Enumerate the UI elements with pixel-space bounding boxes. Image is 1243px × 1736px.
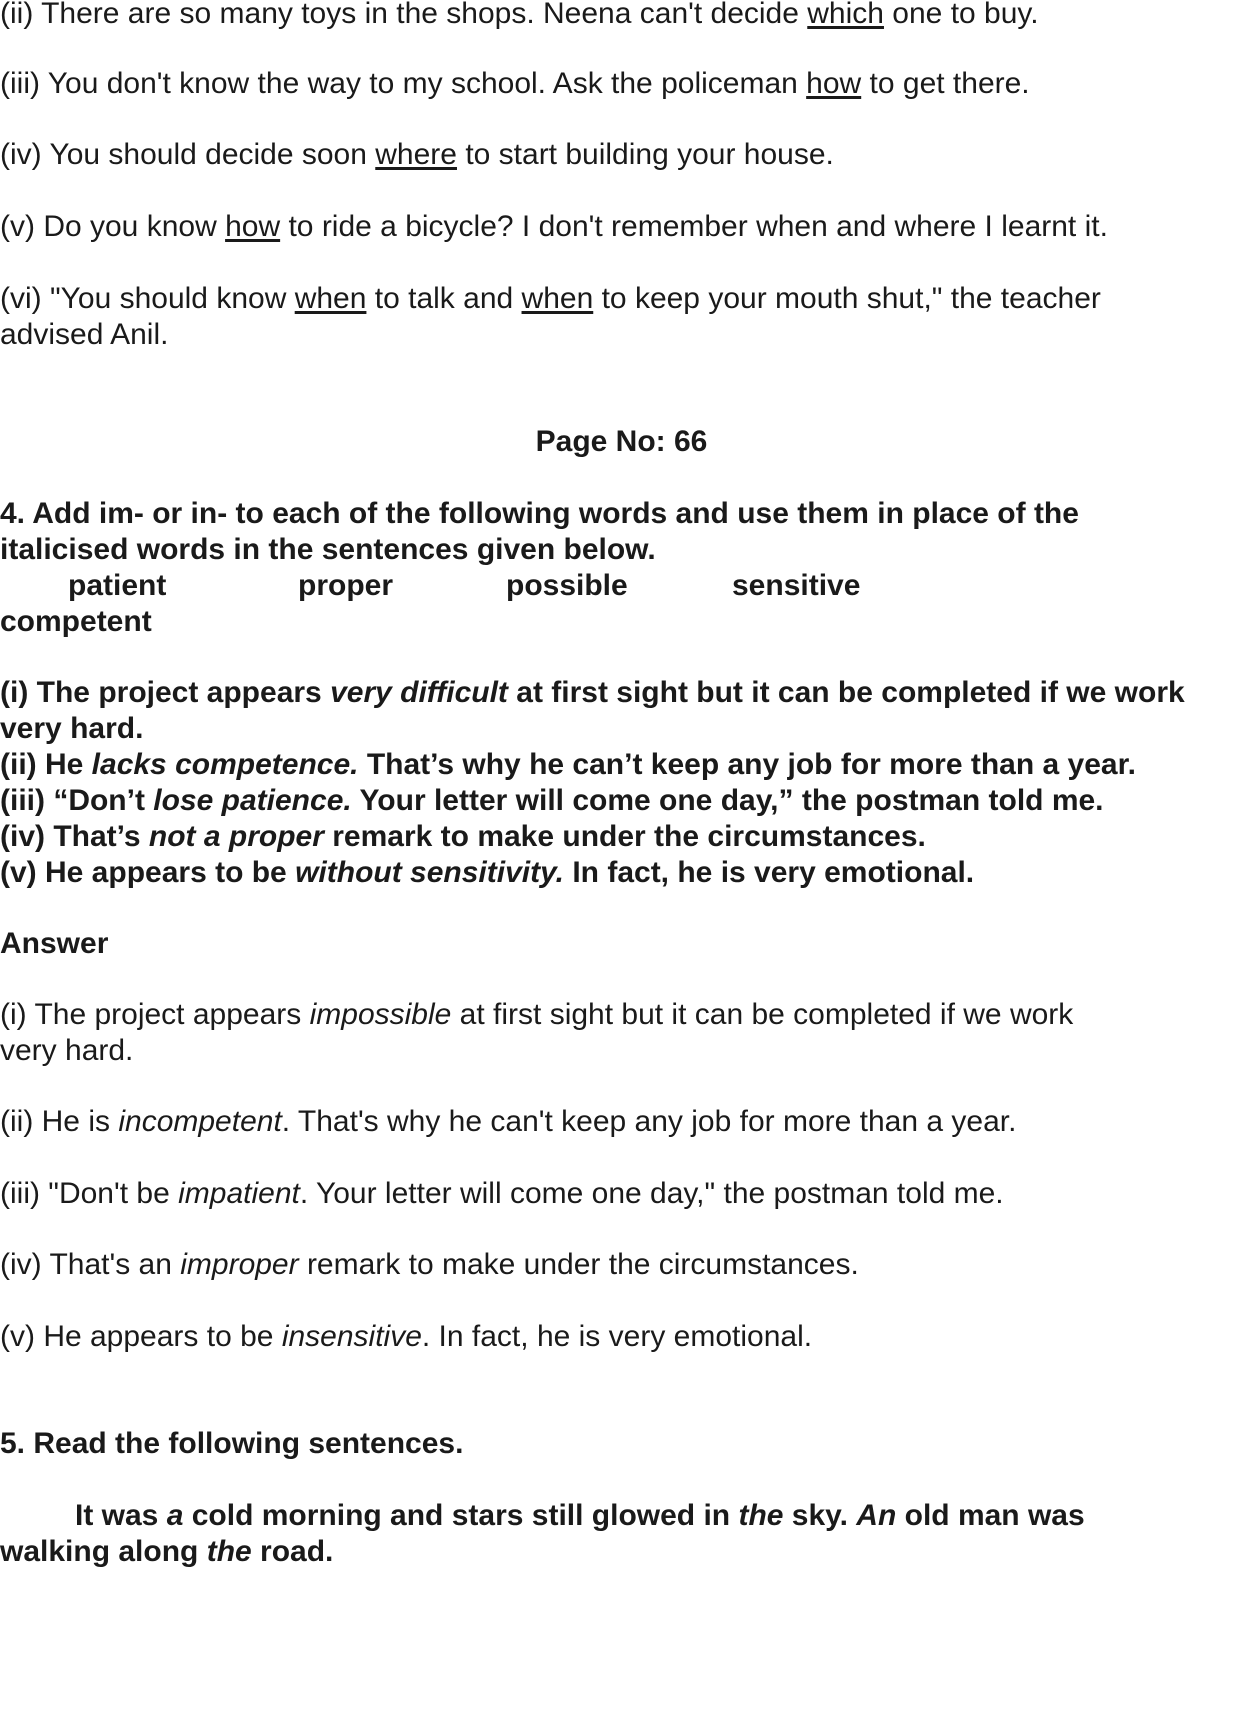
answer-ii	[0, 1102, 1016, 1142]
prev-answer-ii	[0, 0, 1039, 34]
question-5-title: 5. Read the following sentences.	[0, 1427, 464, 1460]
text: (iv) You should decide soon	[0, 138, 376, 171]
underlined-word: when	[521, 282, 594, 315]
article: the	[738, 1499, 784, 1532]
underlined-word: when	[294, 282, 367, 315]
prev-answer-vi-cont: advised Anil.	[0, 318, 169, 351]
italic-word: insensitive	[281, 1320, 422, 1353]
text: (ii) He is	[0, 1105, 119, 1138]
page-number: Page No: 66	[535, 425, 708, 458]
question-4-line2: italicised words in the sentences given below.	[0, 533, 656, 566]
text: (i) The project appears	[0, 998, 310, 1031]
q4-item-ii	[0, 745, 1136, 785]
q4-item-iv	[0, 817, 926, 857]
prev-answer-vi	[0, 279, 1101, 319]
q5-passage-line2	[0, 1532, 333, 1572]
text: remark to make under the circumstances.	[323, 820, 926, 853]
text: In fact, he is very emotional.	[564, 856, 975, 889]
text: at first sight but it can be completed if we work	[507, 676, 1185, 709]
prev-answer-iii	[0, 64, 1030, 104]
answer-iii	[0, 1174, 1004, 1214]
answer-v	[0, 1317, 812, 1357]
text: . That's why he can't keep any job for more than a year.	[281, 1105, 1017, 1138]
text: to ride a bicycle? I don't remember when and where I learnt it.	[280, 210, 1108, 243]
text: old man was	[896, 1499, 1085, 1532]
question-4-line1: 4. Add im- or in- to each of the following words and use them in place of the	[0, 497, 1079, 530]
italic-word: impossible	[309, 998, 452, 1031]
text: road.	[251, 1535, 334, 1568]
underlined-word: how	[806, 67, 862, 100]
word-patient: patient	[68, 569, 167, 602]
underlined-word: where	[375, 138, 457, 171]
italic-phrase: lacks competence.	[91, 748, 359, 781]
text: to keep your mouth shut," the teacher	[593, 282, 1101, 315]
answer-iv	[0, 1245, 859, 1285]
text: to get there.	[861, 67, 1030, 100]
text: . In fact, he is very emotional.	[421, 1320, 813, 1353]
text: That’s why he can’t keep any job for more than a year.	[358, 748, 1136, 781]
text: (ii) There are so many toys in the shops. Neena can't decide	[0, 0, 808, 30]
text: . Your letter will come one day," the postman told me.	[299, 1177, 1004, 1210]
text: (ii) He	[0, 748, 92, 781]
text: Your letter will come one day,” the postman told me.	[351, 784, 1104, 817]
text: (i) The project appears	[0, 676, 331, 709]
prev-answer-v	[0, 207, 1108, 247]
text: one to buy.	[883, 0, 1039, 30]
text: (vi) "You should know	[0, 282, 295, 315]
italic-phrase: not a proper	[148, 820, 324, 853]
word-proper: proper	[298, 569, 394, 602]
text: (iii) "Don't be	[0, 1177, 179, 1210]
q4-item-i-cont: very hard.	[0, 712, 144, 745]
text: (iv) That’s	[0, 820, 149, 853]
text: walking along	[0, 1535, 207, 1568]
italic-phrase: very difficult	[330, 676, 508, 709]
text: (iv) That's an	[0, 1248, 181, 1281]
article: An	[856, 1499, 897, 1532]
article: a	[166, 1499, 184, 1532]
answer-i-cont: very hard.	[0, 1034, 134, 1067]
text: (v) He appears to be	[0, 1320, 282, 1353]
underlined-word: how	[225, 210, 281, 243]
underlined-word: which	[807, 0, 884, 30]
word-sensitive: sensitive	[732, 569, 861, 602]
italic-word: improper	[180, 1248, 299, 1281]
q4-item-i	[0, 673, 1185, 713]
word-competent: competent	[0, 605, 152, 638]
text: remark to make under the circumstances.	[298, 1248, 859, 1281]
text: It was	[75, 1499, 167, 1532]
text: (v) Do you know	[0, 210, 226, 243]
text: at first sight but it can be completed if we work	[451, 998, 1074, 1031]
text: (v) He appears to be	[0, 856, 296, 889]
q4-item-v	[0, 853, 974, 893]
prev-answer-iv	[0, 135, 834, 175]
word-possible: possible	[506, 569, 628, 602]
italic-phrase: without sensitivity.	[295, 856, 564, 889]
italic-phrase: lose patience.	[153, 784, 352, 817]
text: cold morning and stars still glowed in	[183, 1499, 739, 1532]
q5-passage-line1	[75, 1496, 1085, 1536]
answer-i	[0, 995, 1073, 1035]
text: sky.	[783, 1499, 857, 1532]
article: the	[206, 1535, 252, 1568]
text: (iii) You don't know the way to my school. Ask the policeman	[0, 67, 807, 100]
italic-word: incompetent	[118, 1105, 282, 1138]
italic-word: impatient	[178, 1177, 300, 1210]
text: to start building your house.	[456, 138, 834, 171]
answer-label: Answer	[0, 927, 109, 960]
text: (iii) “Don’t	[0, 784, 154, 817]
text: to talk and	[366, 282, 522, 315]
q4-item-iii	[0, 781, 1104, 821]
